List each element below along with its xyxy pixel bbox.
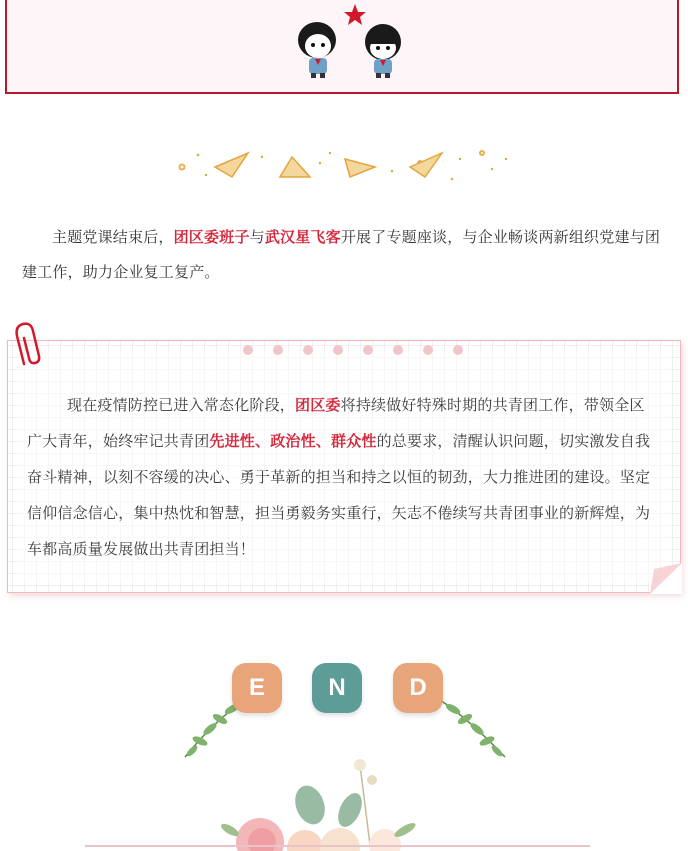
note-paragraph bbox=[27, 387, 659, 567]
two-children-with-red-star-icon bbox=[295, 2, 415, 82]
end-letter-e: E bbox=[232, 663, 282, 713]
note-dot bbox=[363, 345, 373, 355]
end-letter-n: N bbox=[312, 663, 362, 713]
paperclip-icon bbox=[12, 320, 46, 372]
page-fold-corner bbox=[650, 563, 682, 594]
highlight-company-name: 武汉星飞客 bbox=[264, 228, 341, 246]
intro-text-3: 开展了专题座谈，与企业畅谈两新组织党建与团建工作，助力企业复工复产。 bbox=[22, 228, 661, 281]
note-text-2: 将持续做好特殊时期的共青团工作，带领全区广大青年，始终牢记共青团 bbox=[27, 396, 645, 450]
flower-bouquet-icon bbox=[200, 750, 460, 851]
note-dot bbox=[333, 345, 343, 355]
note-dot bbox=[423, 345, 433, 355]
intro-paragraph bbox=[22, 220, 670, 290]
note-text-1: 现在疫情防控已进入常态化阶段， bbox=[67, 396, 296, 414]
top-banner bbox=[5, 0, 679, 94]
highlight-committee: 团区委 bbox=[295, 396, 341, 414]
intro-text-2: 与 bbox=[249, 228, 265, 246]
note-dot bbox=[273, 345, 283, 355]
note-dot bbox=[453, 345, 463, 355]
note-dots bbox=[243, 345, 473, 357]
bottom-divider-line bbox=[85, 845, 590, 847]
note-dot bbox=[243, 345, 253, 355]
note-dot bbox=[303, 345, 313, 355]
note-text-3: 的总要求，清醒认识问题，切实激发自我奋斗精神，以刻不容缓的决心、勇于革新的担当和持之以恒的韧劲，大力推进团的建设。坚定信仰信念信心，集中热忱和智慧，担当勇毅务实重行，矢志不倦续写共青团事业的新辉煌，为车都高质量发展做出共青团担当！ bbox=[27, 432, 651, 558]
intro-text-1: 主题党课结束后， bbox=[52, 228, 174, 246]
end-letter-d: D bbox=[393, 663, 443, 713]
highlight-three-qualities: 先进性、政治性、群众性 bbox=[209, 432, 377, 450]
highlight-youth-committee: 团区委班子 bbox=[173, 228, 250, 246]
paper-airplanes-divider-icon bbox=[170, 145, 515, 185]
note-dot bbox=[393, 345, 403, 355]
